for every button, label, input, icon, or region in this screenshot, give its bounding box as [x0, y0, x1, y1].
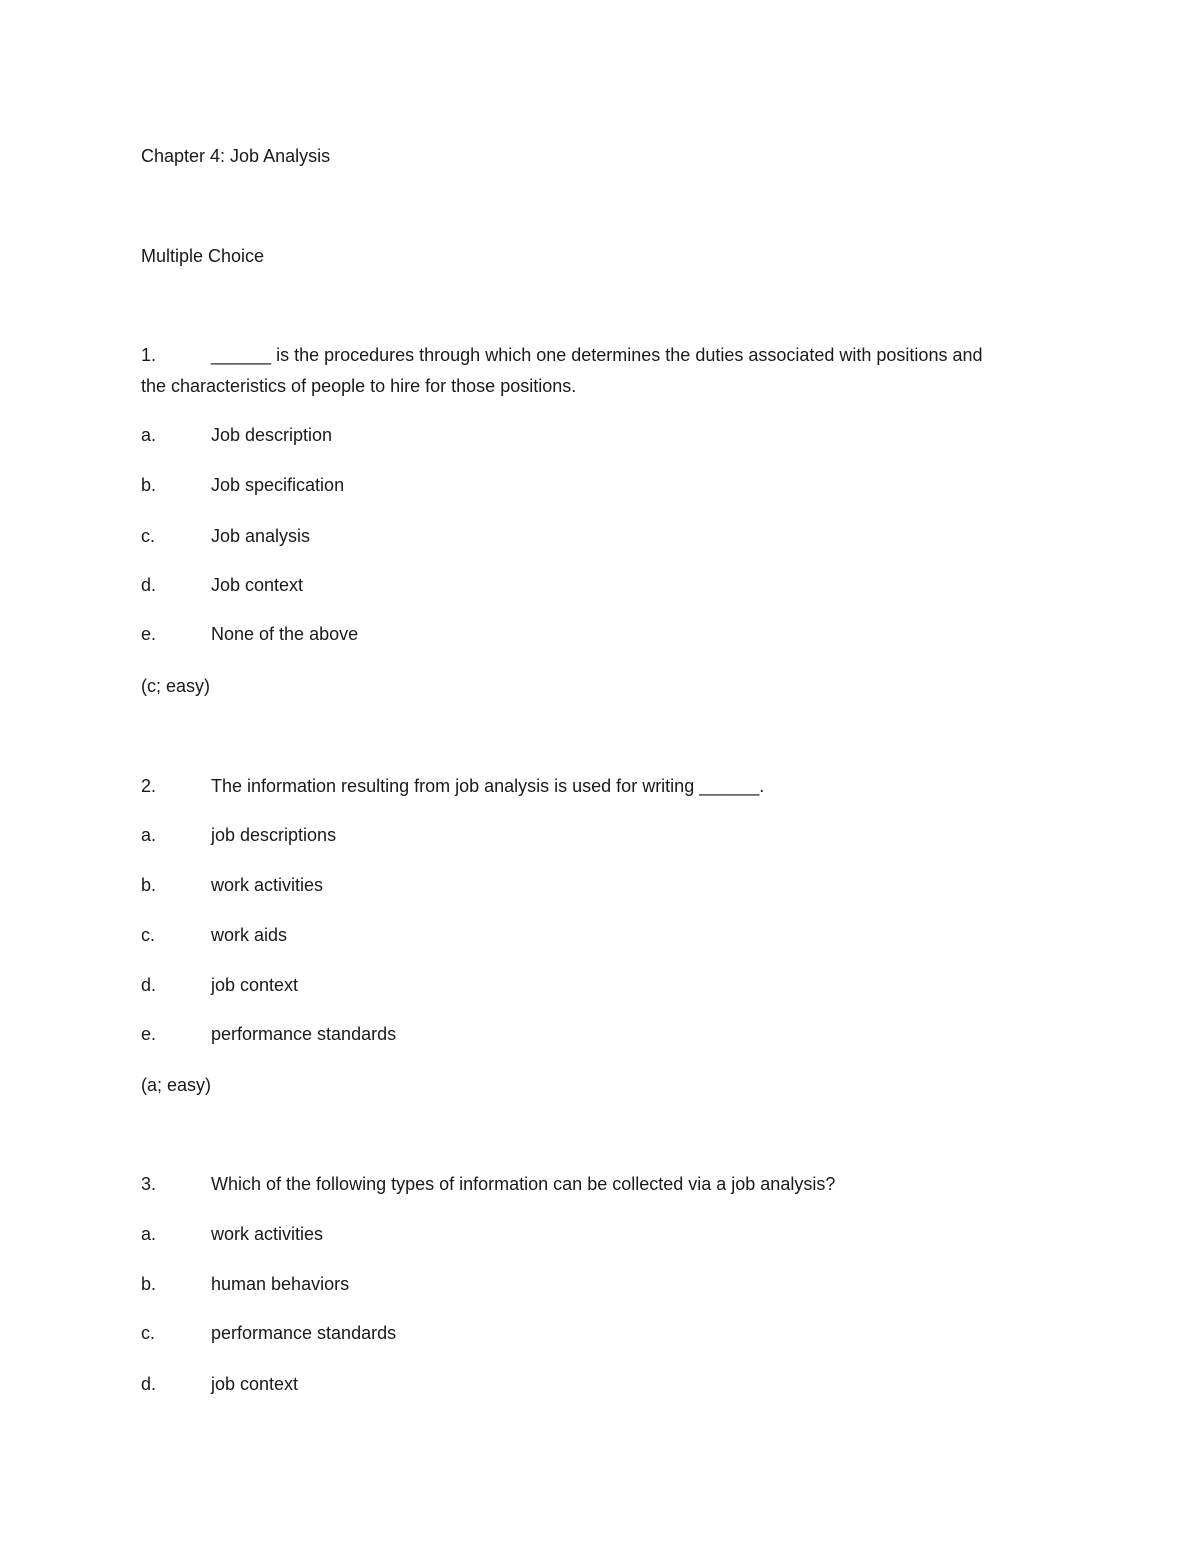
option-letter: d. — [141, 575, 157, 595]
option-text: Job description — [211, 425, 333, 445]
option-letter: c. — [141, 925, 156, 945]
option-text: job context — [211, 975, 299, 995]
option-letter: e. — [141, 624, 157, 644]
section-title: Multiple Choice — [141, 246, 265, 266]
question-text-line1: ______ is the procedures through which one determines the duties associated with positions and — [211, 345, 983, 365]
chapter-title: Chapter 4: Job Analysis — [141, 146, 331, 166]
option-text: None of the above — [211, 624, 359, 644]
answer-key: (c; easy) — [141, 676, 211, 696]
option-text: job context — [211, 1374, 299, 1394]
option-text: work activities — [211, 1224, 324, 1244]
option-letter: a. — [141, 1224, 157, 1244]
option-text: Job context — [211, 575, 304, 595]
option-text: work aids — [211, 925, 288, 945]
option-letter: b. — [141, 475, 157, 495]
option-letter: c. — [141, 526, 156, 546]
question-text-line1: The information resulting from job analysis is used for writing ______. — [211, 776, 765, 796]
question-text-line2: the characteristics of people to hire for those positions. — [141, 376, 577, 396]
option-text: job descriptions — [211, 825, 337, 845]
option-letter: a. — [141, 425, 157, 445]
option-text: Job analysis — [211, 526, 311, 546]
answer-key: (a; easy) — [141, 1075, 212, 1095]
option-text: work activities — [211, 875, 324, 895]
option-letter: d. — [141, 975, 157, 995]
question-number: 1. — [141, 345, 157, 365]
question-text-line1: Which of the following types of information can be collected via a job analysis? — [211, 1174, 836, 1194]
option-text: performance standards — [211, 1323, 397, 1343]
option-letter: b. — [141, 875, 157, 895]
option-text: Job specification — [211, 475, 345, 495]
question-number: 3. — [141, 1174, 157, 1194]
option-letter: d. — [141, 1374, 157, 1394]
option-letter: e. — [141, 1024, 157, 1044]
option-letter: b. — [141, 1274, 157, 1294]
option-text: human behaviors — [211, 1274, 350, 1294]
question-number: 2. — [141, 776, 157, 796]
option-letter: c. — [141, 1323, 156, 1343]
option-letter: a. — [141, 825, 157, 845]
option-text: performance standards — [211, 1024, 397, 1044]
